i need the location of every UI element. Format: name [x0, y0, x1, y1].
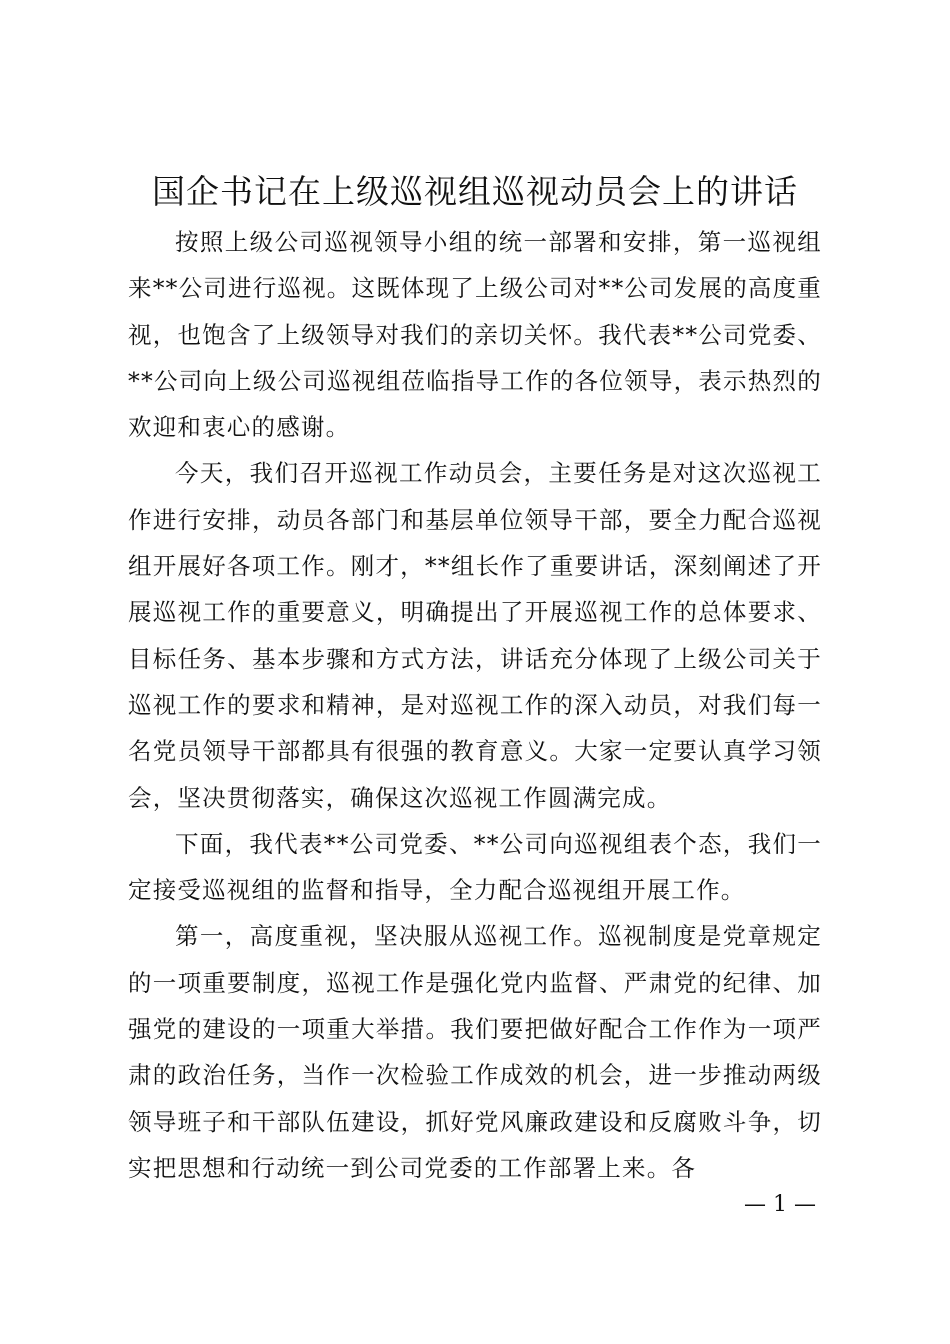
paragraph-4: 第一，高度重视，坚决服从巡视工作。巡视制度是党章规定的一项重要制度，巡视工作是强化党内监督、严肃党的纪律、加强党的建设的一项重大举措。我们要把做好配合工作作为一项严肃的政治任务，当作一次检验工作成效的机会，进一步推动两级领导班子和干部队伍建设，抓好党风廉政建设和反腐败斗争，切实把思想和行动统一到公司党委的工作部署上来。各	[128, 922, 822, 1182]
page-number: — 1 —	[744, 1192, 816, 1217]
paragraph-1: 按照上级公司巡视领导小组的统一部署和安排，第一巡视组来**公司进行巡视。这既体现了上级公司对**公司发展的高度重视，也饱含了上级领导对我们的亲切关怀。我代表**公司党委、**公司向上级公司巡视组莅临指导工作的各位领导，表示热烈的欢迎和衷心的感谢。	[128, 228, 822, 442]
document-body	[128, 219, 822, 1191]
paragraph-2: 今天，我们召开巡视工作动员会，主要任务是对这次巡视工作进行安排，动员各部门和基层单位领导干部，要全力配合巡视组开展好各项工作。刚才，**组长作了重要讲话，深刻阐述了开展巡视工作的重要意义，明确提出了开展巡视工作的总体要求、目标任务、基本步骤和方式方法，讲话充分体现了上级公司关于巡视工作的要求和精神，是对巡视工作的深入动员，对我们每一名党员领导干部都具有很强的教育意义。大家一定要认真学习领会，坚决贯彻落实，确保这次巡视工作圆满完成。	[128, 459, 822, 812]
document-title: 国企书记在上级巡视组巡视动员会上的讲话	[152, 172, 798, 211]
paragraph-3: 下面，我代表**公司党委、**公司向巡视组表个态，我们一定接受巡视组的监督和指导，全力配合巡视组开展工作。	[128, 829, 822, 905]
